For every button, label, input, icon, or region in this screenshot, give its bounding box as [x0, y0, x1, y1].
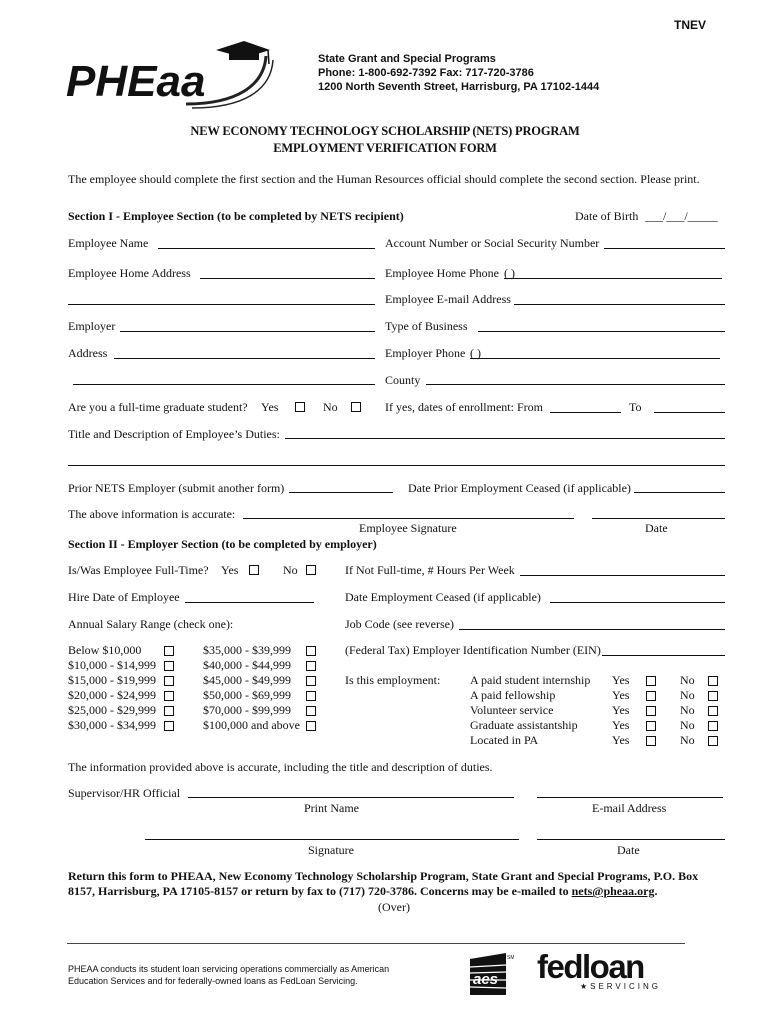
footer-line2: Education Services and for federally-owned loans as FedLoan Servicing.: [68, 976, 358, 986]
employment-yes-label: Yes: [612, 733, 630, 747]
employment-yes-checkbox[interactable]: [646, 676, 656, 686]
employment-yes-checkbox[interactable]: [646, 706, 656, 716]
ein-field[interactable]: [602, 655, 725, 656]
employment-types: [470, 673, 590, 748]
salary-option: [68, 688, 156, 703]
isfulltime-yes-checkbox[interactable]: [249, 565, 259, 575]
employment-yes-label: Yes: [612, 718, 630, 732]
employment-yes-checkbox[interactable]: [646, 721, 656, 731]
salary-checkbox[interactable]: [306, 661, 316, 671]
signature-caption: Signature: [308, 843, 354, 857]
employment-type: A paid fellowship: [470, 688, 556, 702]
fulltime-no-checkbox[interactable]: [351, 402, 361, 412]
enrollment-from-label: If yes, dates of enrollment: From: [385, 400, 543, 414]
fulltime-question: Are you a full-time graduate student?: [68, 400, 248, 414]
pheaa-logo-text: PHEaa: [66, 57, 206, 106]
accurate2-text: The information provided above is accurate, including the title and description of duties.: [68, 760, 493, 774]
enrollment-from-field[interactable]: [550, 412, 621, 413]
isfulltime-label: Is/Was Employee Full-Time?: [68, 563, 209, 577]
fedloan-servicing-text: ★SERVICING: [579, 982, 661, 991]
address-field[interactable]: [114, 358, 375, 359]
employment-no-label: No: [680, 718, 695, 732]
home-phone-field[interactable]: [504, 278, 722, 279]
employer-phone-area: ( ): [470, 346, 481, 360]
employment-yes-label: Yes: [612, 688, 630, 702]
salary-label: Below $10,000: [68, 643, 142, 657]
pheaa-logo: [66, 38, 276, 112]
form-subtitle: EMPLOYMENT VERIFICATION FORM: [273, 141, 497, 155]
section2-heading: Section II - Employer Section (to be completed by employer): [68, 537, 377, 551]
prior-ceased-field[interactable]: [634, 492, 725, 493]
salary-checkbox[interactable]: [164, 646, 174, 656]
salary-checkbox[interactable]: [306, 706, 316, 716]
address-line2-field[interactable]: [73, 384, 375, 385]
is-this-employment-label: Is this employment:: [345, 673, 441, 687]
salary-label: $100,000 and above: [203, 718, 300, 732]
salary-checkbox[interactable]: [164, 721, 174, 731]
salary-option: [68, 703, 156, 718]
employment-yes-checkbox[interactable]: [646, 736, 656, 746]
salary-option: [68, 658, 156, 673]
salary-label: $45,000 - $49,999: [203, 673, 291, 687]
footer-divider: [67, 943, 685, 944]
form-title: NEW ECONOMY TECHNOLOGY SCHOLARSHIP (NETS) PROGRAM: [190, 124, 580, 138]
supervisor-signature-field[interactable]: [145, 839, 519, 840]
fulltime-yes-label: Yes: [261, 400, 279, 414]
aes-logo-text: aes: [473, 971, 499, 988]
employment-no-checkbox[interactable]: [708, 691, 718, 701]
email-address-caption: E-mail Address: [592, 801, 667, 815]
salary-option: [68, 673, 156, 688]
aes-logo-graphic: [466, 951, 514, 997]
salary-option: [203, 718, 300, 733]
isfulltime-yes-label: Yes: [221, 563, 239, 577]
fedloan-logo: [537, 950, 661, 991]
hours-field[interactable]: [520, 575, 725, 576]
account-ssn-field[interactable]: [604, 248, 725, 249]
date-ceased-field[interactable]: [550, 602, 725, 603]
salary-label: $50,000 - $69,999: [203, 688, 291, 702]
employer-field[interactable]: [120, 331, 375, 332]
employer-label: Employer: [68, 319, 116, 333]
fulltime-no-label: No: [323, 400, 338, 414]
home-phone-label: Employee Home Phone: [385, 266, 499, 280]
employment-yes-checkbox[interactable]: [646, 691, 656, 701]
salary-range-label: Annual Salary Range (check one):: [68, 617, 234, 631]
job-code-label: Job Code (see reverse): [345, 617, 454, 631]
hire-date-label: Hire Date of Employee: [68, 590, 180, 604]
email-field[interactable]: [514, 304, 725, 305]
salary-label: $20,000 - $24,999: [68, 688, 156, 702]
home-address-line2-field[interactable]: [68, 304, 375, 305]
salary-option: [203, 673, 300, 688]
header-line1: State Grant and Special Programs: [318, 53, 496, 65]
hire-date-field[interactable]: [185, 602, 314, 603]
employment-yes-col: [612, 673, 629, 748]
return-instructions: [68, 869, 722, 899]
header-block: [318, 52, 599, 94]
over-note: (Over): [378, 900, 410, 914]
employment-no-label: No: [680, 673, 695, 687]
return-line2: [68, 884, 722, 899]
account-ssn-label: Account Number or Social Security Number: [385, 236, 600, 250]
fedloan-logo-text: fedloan: [537, 948, 644, 985]
home-phone-area: ( ): [504, 266, 515, 280]
employee-signature-field[interactable]: [243, 518, 574, 519]
employee-name-label: Employee Name: [68, 236, 149, 250]
supervisor-label: Supervisor/HR Official: [68, 786, 181, 800]
type-of-business-label: Type of Business: [385, 319, 468, 333]
footer-line1: PHEAA conducts its student loan servicing operations commercially as American: [68, 964, 390, 974]
salary-label: $40,000 - $44,999: [203, 658, 291, 672]
employment-no-label: No: [680, 688, 695, 702]
isfulltime-no-checkbox[interactable]: [306, 565, 316, 575]
salary-option: [68, 718, 156, 733]
hours-label: If Not Full-time, # Hours Per Week: [345, 563, 515, 577]
enrollment-to-label: To: [629, 400, 642, 414]
salary-checkbox[interactable]: [164, 661, 174, 671]
supervisor-date-field[interactable]: [537, 839, 725, 840]
pheaa-logo-graphic: [66, 38, 276, 112]
return-email-link[interactable]: nets@pheaa.org: [571, 884, 655, 898]
date-caption: Date: [617, 843, 640, 857]
supervisor-name-field[interactable]: [188, 797, 514, 798]
prior-ceased-label: Date Prior Employment Ceased (if applicable): [408, 481, 631, 495]
employment-no-checkbox[interactable]: [708, 706, 718, 716]
aes-sm-mark: SM: [507, 955, 514, 961]
salary-checkbox[interactable]: [164, 706, 174, 716]
salary-col1: [68, 643, 156, 733]
return-line1: Return this form to PHEAA, New Economy Technology Scholarship Program, State Grant and Special Programs, P.O. Box: [68, 869, 699, 883]
salary-checkbox[interactable]: [306, 676, 316, 686]
employment-type: Located in PA: [470, 733, 539, 747]
salary-label: $35,000 - $39,999: [203, 643, 291, 657]
employment-type: A paid student internship: [470, 673, 591, 687]
section1-heading: Section I - Employee Section (to be completed by NETS recipient): [68, 209, 404, 223]
salary-option: [203, 643, 300, 658]
employee-date-caption: Date: [645, 521, 668, 535]
employment-type: Graduate assistantship: [470, 718, 578, 732]
employee-date-field[interactable]: [592, 518, 725, 519]
prior-employer-label: Prior NETS Employer (submit another form): [68, 481, 285, 495]
salary-option: [68, 643, 156, 658]
email-label: Employee E-mail Address: [385, 292, 511, 306]
fulltime-yes-checkbox[interactable]: [295, 402, 305, 412]
dob-field[interactable]: ___/___/_____: [645, 209, 718, 223]
employment-no-label: No: [680, 733, 695, 747]
employment-no-checkbox[interactable]: [708, 721, 718, 731]
job-code-field[interactable]: [459, 629, 725, 630]
instructions: The employee should complete the first section and the Human Resources official should complete the second section. Please print.: [68, 172, 700, 186]
aes-logo: [466, 951, 514, 997]
footer-text: [68, 963, 389, 987]
employer-phone-label: Employer Phone: [385, 346, 466, 360]
salary-label: $10,000 - $14,999: [68, 658, 156, 672]
employer-phone-field[interactable]: [470, 358, 720, 359]
salary-checkbox[interactable]: [164, 676, 174, 686]
ein-label: (Federal Tax) Employer Identification Number (EIN): [345, 643, 601, 657]
enrollment-to-field[interactable]: [654, 412, 725, 413]
employment-yes-label: Yes: [612, 703, 630, 717]
salary-checkbox[interactable]: [306, 721, 316, 731]
salary-option: [203, 703, 300, 718]
form-code: TNEV: [673, 18, 706, 32]
print-name-caption: Print Name: [304, 801, 359, 815]
supervisor-email-field[interactable]: [537, 797, 723, 798]
salary-option: [203, 688, 300, 703]
salary-checkbox[interactable]: [306, 691, 316, 701]
return-line2-end: .: [654, 884, 658, 898]
county-label: County: [385, 373, 421, 387]
employment-type: Volunteer service: [470, 703, 554, 717]
home-address-label: Employee Home Address: [68, 266, 191, 280]
employment-no-label: No: [680, 703, 695, 717]
address-label: Address: [68, 346, 108, 360]
type-of-business-field[interactable]: [478, 331, 725, 332]
employment-no-checkbox[interactable]: [708, 736, 718, 746]
employment-no-checkbox[interactable]: [708, 676, 718, 686]
salary-label: $25,000 - $29,999: [68, 703, 156, 717]
return-line2-text: 8157, Harrisburg, PA 17105-8157 or return by fax to (717) 720-3786. Concerns may be e-mailed to: [68, 884, 572, 898]
duties-label: Title and Description of Employee’s Duties:: [68, 427, 280, 441]
accurate-label: The above information is accurate:: [68, 507, 236, 521]
isfulltime-no-label: No: [283, 563, 298, 577]
prior-employer-field[interactable]: [289, 492, 393, 493]
header-line2: Phone: 1-800-692-7392 Fax: 717-720-3786: [318, 67, 534, 79]
employee-name-field[interactable]: [158, 248, 375, 249]
county-field[interactable]: [426, 384, 725, 385]
salary-checkbox[interactable]: [306, 646, 316, 656]
salary-col2: [203, 643, 300, 733]
employment-no-col: [680, 673, 695, 748]
salary-option: [203, 658, 300, 673]
employee-signature-caption: Employee Signature: [359, 521, 457, 535]
employment-yes-label: Yes: [612, 673, 630, 687]
salary-label: $30,000 - $34,999: [68, 718, 156, 732]
duties-field-line2[interactable]: [68, 465, 725, 466]
home-address-field[interactable]: [200, 278, 375, 279]
dob-label: Date of Birth: [575, 209, 639, 223]
salary-checkbox[interactable]: [164, 691, 174, 701]
header-line3: 1200 North Seventh Street, Harrisburg, PA 17102-1444: [318, 81, 600, 93]
date-ceased-label: Date Employment Ceased (if applicable): [345, 590, 541, 604]
duties-field[interactable]: [285, 438, 725, 439]
salary-label: $15,000 - $19,999: [68, 673, 156, 687]
salary-label: $70,000 - $99,999: [203, 703, 291, 717]
